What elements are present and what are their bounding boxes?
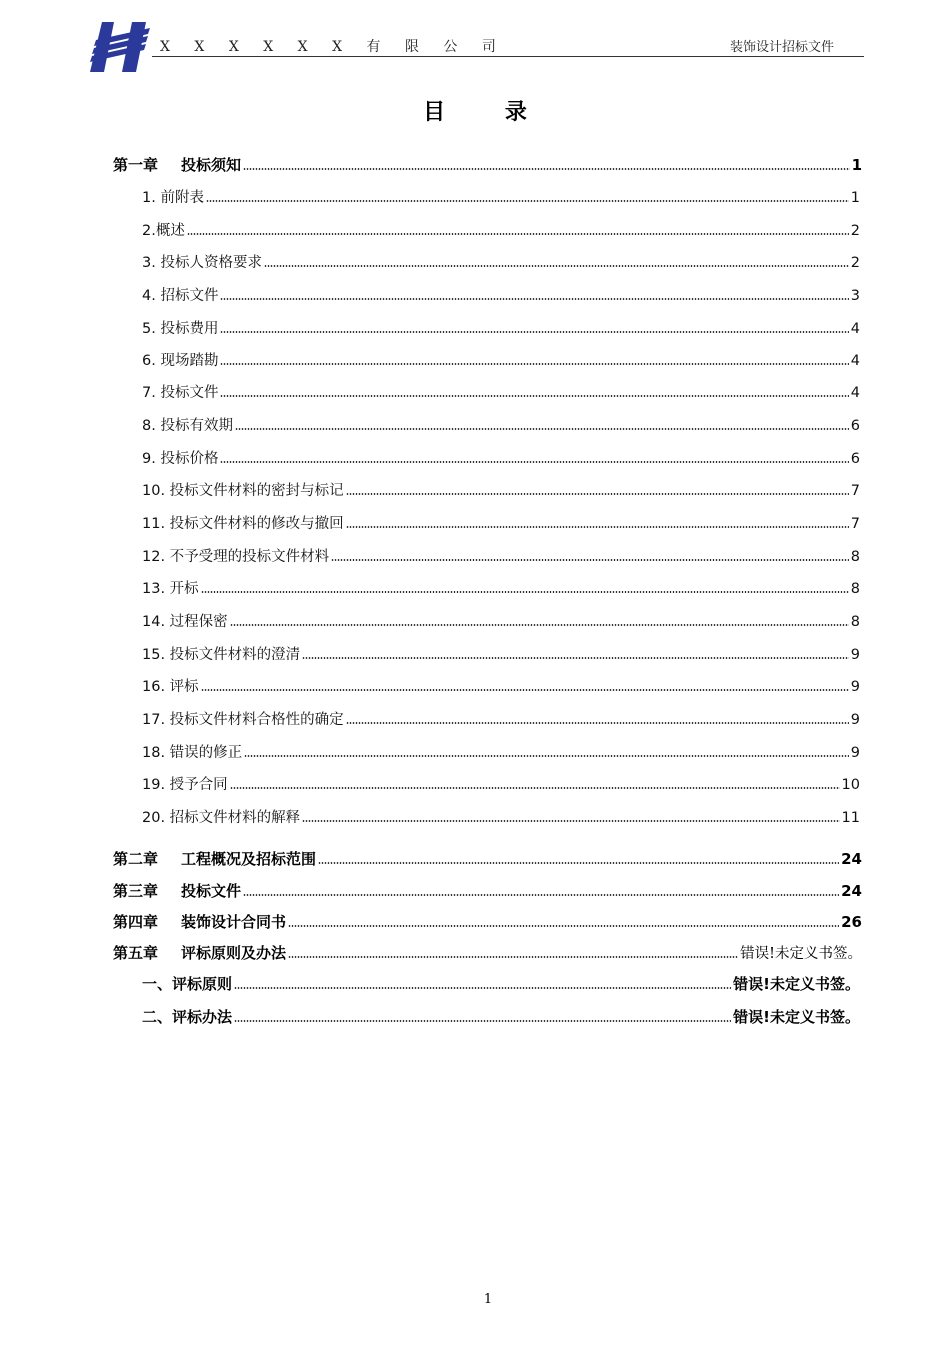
toc-item[interactable] bbox=[142, 479, 860, 501]
page-ref: 4 bbox=[850, 353, 860, 369]
dot-leader bbox=[220, 298, 848, 300]
dot-leader bbox=[244, 755, 849, 757]
chapter-number: 第五章 bbox=[113, 944, 159, 962]
toc-item[interactable] bbox=[142, 251, 860, 273]
toc-section[interactable] bbox=[142, 1006, 860, 1028]
dot-leader bbox=[243, 168, 850, 170]
page-ref: 2 bbox=[850, 255, 860, 271]
dot-leader bbox=[234, 987, 731, 989]
dot-leader bbox=[187, 233, 849, 235]
toc-item-title: 3. 投标人资格要求 bbox=[142, 255, 262, 271]
dot-leader bbox=[201, 591, 849, 593]
page-ref-error: 错误!未定义书签。 bbox=[733, 975, 860, 993]
toc-item-title: 20. 招标文件材料的解释 bbox=[142, 810, 301, 826]
page-ref-error: 错误!未定义书签。 bbox=[733, 1008, 860, 1026]
toc-title: 目 录 bbox=[423, 100, 553, 125]
toc-item[interactable] bbox=[142, 512, 860, 534]
dot-leader bbox=[220, 363, 848, 365]
page-ref: 10 bbox=[841, 777, 860, 793]
toc-item[interactable] bbox=[142, 806, 860, 828]
toc-item-title: 5. 投标费用 bbox=[142, 321, 219, 337]
page-ref: 8 bbox=[850, 549, 860, 565]
page-ref: 9 bbox=[850, 712, 860, 728]
toc-chapter-5[interactable] bbox=[113, 942, 862, 964]
page-ref: 1 bbox=[851, 156, 862, 174]
toc-item-title: 4. 招标文件 bbox=[142, 288, 219, 304]
chapter-number: 第三章 bbox=[113, 882, 159, 900]
toc-chapter-2[interactable] bbox=[113, 848, 862, 870]
page-ref: 6 bbox=[850, 451, 860, 467]
toc-item-title: 1. 前附表 bbox=[142, 190, 204, 206]
dot-leader bbox=[220, 461, 848, 463]
toc-item-title: 18. 错误的修正 bbox=[142, 745, 243, 761]
dot-leader bbox=[220, 331, 848, 333]
section-title: 一、评标原则 bbox=[142, 975, 233, 993]
toc-chapter-3[interactable] bbox=[113, 880, 862, 902]
document-type: 装饰设计招标文件 bbox=[729, 40, 834, 55]
page-ref: 11 bbox=[841, 810, 860, 826]
page-ref: 24 bbox=[841, 850, 862, 868]
page-ref: 9 bbox=[850, 745, 860, 761]
toc-item[interactable] bbox=[142, 577, 860, 599]
dot-leader bbox=[302, 820, 839, 822]
dot-leader bbox=[243, 894, 839, 896]
toc-chapter-4[interactable] bbox=[113, 911, 862, 933]
toc-chapter-1[interactable] bbox=[113, 154, 862, 176]
toc-item-title: 7. 投标文件 bbox=[142, 385, 219, 401]
toc-item-title: 17. 投标文件材料合格性的确定 bbox=[142, 712, 344, 728]
page-ref: 8 bbox=[850, 614, 860, 630]
toc-item-title: 16. 评标 bbox=[142, 679, 199, 695]
dot-leader bbox=[230, 624, 849, 626]
dot-leader bbox=[331, 559, 849, 561]
dot-leader bbox=[234, 1020, 731, 1022]
toc-item[interactable] bbox=[142, 741, 860, 763]
toc-section[interactable] bbox=[142, 973, 860, 995]
toc-item-title: 10. 投标文件材料的密封与标记 bbox=[142, 483, 344, 499]
dot-leader bbox=[264, 265, 849, 267]
dot-leader bbox=[235, 428, 849, 430]
page-number: 1 bbox=[483, 1292, 493, 1307]
toc-item-title: 13. 开标 bbox=[142, 581, 199, 597]
page-ref: 4 bbox=[850, 321, 860, 337]
company-logo bbox=[88, 20, 152, 74]
page-ref: 24 bbox=[841, 882, 862, 900]
page-ref-error: 错误!未定义书签。 bbox=[740, 946, 862, 962]
page-ref: 3 bbox=[850, 288, 860, 304]
page-ref: 7 bbox=[850, 516, 860, 532]
toc-item[interactable] bbox=[142, 317, 860, 339]
header-rule bbox=[152, 56, 864, 57]
dot-leader bbox=[206, 200, 849, 202]
toc-item[interactable] bbox=[142, 186, 860, 208]
dot-leader bbox=[346, 722, 849, 724]
dot-leader bbox=[220, 395, 848, 397]
toc-item[interactable] bbox=[142, 610, 860, 632]
toc-item[interactable] bbox=[142, 708, 860, 730]
dot-leader bbox=[201, 689, 849, 691]
dot-leader bbox=[302, 657, 849, 659]
company-name: X X X X X X 有 限 公 司 bbox=[160, 39, 506, 55]
toc-item-title: 15. 投标文件材料的澄清 bbox=[142, 647, 301, 663]
dot-leader bbox=[288, 956, 738, 958]
dot-leader bbox=[346, 526, 849, 528]
toc-item[interactable] bbox=[142, 349, 860, 371]
section-title: 二、评标办法 bbox=[142, 1008, 233, 1026]
toc-item-title: 19. 授予合同 bbox=[142, 777, 228, 793]
chapter-number: 第四章 bbox=[113, 913, 159, 931]
toc-item-title: 9. 投标价格 bbox=[142, 451, 219, 467]
toc-item[interactable] bbox=[142, 675, 860, 697]
dot-leader bbox=[230, 787, 840, 789]
dot-leader bbox=[346, 493, 849, 495]
page-ref: 4 bbox=[850, 385, 860, 401]
toc-item[interactable] bbox=[142, 414, 860, 436]
chapter-title: 评标原则及办法 bbox=[181, 944, 287, 962]
chapter-number: 第二章 bbox=[113, 850, 159, 868]
toc-item[interactable] bbox=[142, 447, 860, 469]
toc-item[interactable] bbox=[142, 219, 860, 241]
page-ref: 9 bbox=[850, 679, 860, 695]
page-ref: 26 bbox=[841, 913, 862, 931]
chapter-title: 工程概况及招标范围 bbox=[181, 850, 317, 868]
page-ref: 7 bbox=[850, 483, 860, 499]
toc-item-title: 2.概述 bbox=[142, 223, 185, 239]
toc-item[interactable] bbox=[142, 643, 860, 665]
page-ref: 9 bbox=[850, 647, 860, 663]
toc-item[interactable] bbox=[142, 284, 860, 306]
toc-item[interactable] bbox=[142, 545, 860, 567]
page-ref: 1 bbox=[850, 190, 860, 206]
chapter-title: 装饰设计合同书 bbox=[181, 913, 287, 931]
toc-item-title: 8. 投标有效期 bbox=[142, 418, 233, 434]
toc-item-title: 11. 投标文件材料的修改与撤回 bbox=[142, 516, 344, 532]
toc-item-title: 12. 不予受理的投标文件材料 bbox=[142, 549, 330, 565]
page-ref: 8 bbox=[850, 581, 860, 597]
chapter-title: 投标须知 bbox=[181, 156, 242, 174]
toc-item[interactable] bbox=[142, 773, 860, 795]
toc-item-title: 14. 过程保密 bbox=[142, 614, 228, 630]
page-ref: 2 bbox=[850, 223, 860, 239]
chapter-number: 第一章 bbox=[113, 156, 159, 174]
page-ref: 6 bbox=[850, 418, 860, 434]
toc-item-title: 6. 现场踏勘 bbox=[142, 353, 219, 369]
chapter-title: 投标文件 bbox=[181, 882, 242, 900]
dot-leader bbox=[318, 862, 839, 864]
toc-item[interactable] bbox=[142, 381, 860, 403]
dot-leader bbox=[288, 925, 839, 927]
